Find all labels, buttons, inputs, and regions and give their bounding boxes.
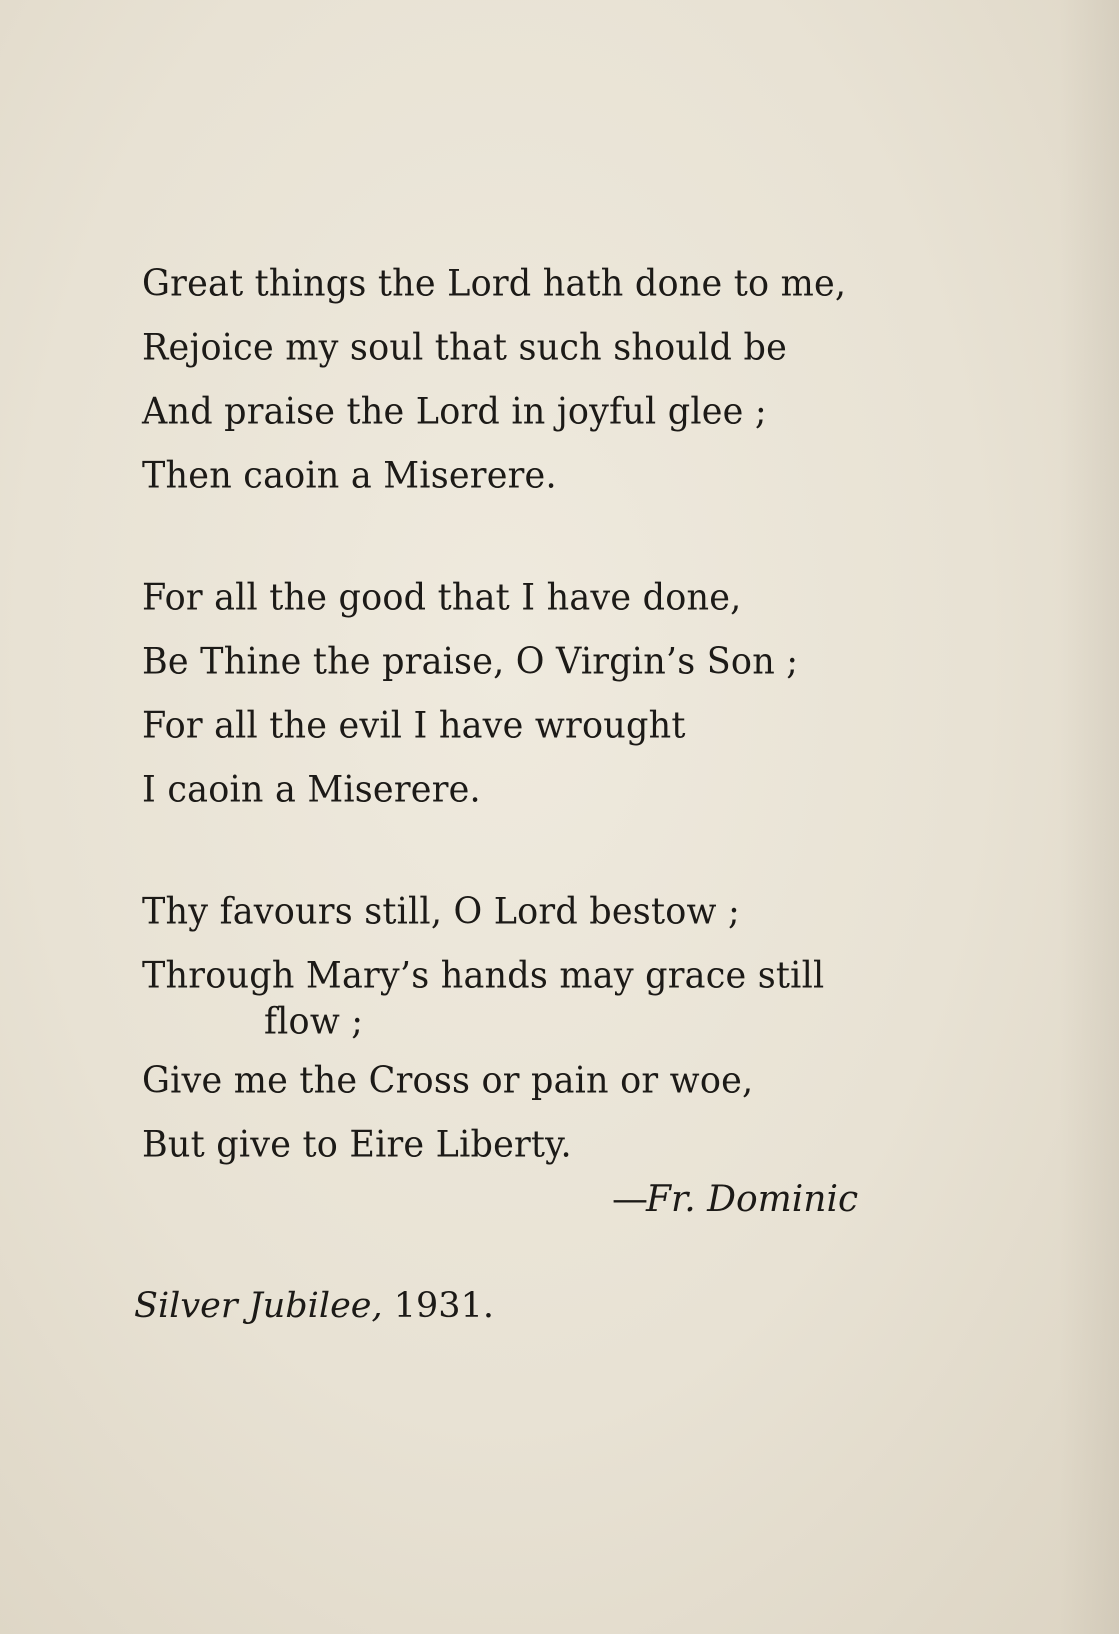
poem-line: Rejoice my soul that such should be: [142, 327, 787, 369]
poem-line: Thy favours still, O Lord bestow ;: [142, 891, 740, 933]
occasion-name: Silver Jubilee,: [134, 1286, 383, 1326]
page-edge-shadow: [1059, 0, 1119, 1634]
poem-line: Great things the Lord hath done to me,: [142, 263, 847, 305]
stanza-1: [142, 252, 1042, 508]
stanza-3: [142, 880, 1042, 1177]
poem-line: Through Mary’s hands may grace still: [142, 955, 825, 997]
poem-line: Be Thine the praise, O Virgin’s Son ;: [142, 641, 799, 683]
poem-line: But give to Eire Liberty.: [142, 1124, 572, 1166]
poem-line: For all the good that I have done,: [142, 577, 742, 619]
author-name: Fr. Dominic: [646, 1179, 859, 1220]
signature-dash: —: [612, 1179, 646, 1220]
stanza-2: [142, 566, 1042, 822]
poem-line: For all the evil I have wrought: [142, 705, 686, 747]
poem-line-continuation: flow ;: [264, 1001, 364, 1043]
author-signature: [612, 1172, 858, 1228]
poem: [142, 252, 1042, 1235]
occasion-line: [134, 1278, 494, 1334]
occasion-year: 1931.: [393, 1286, 494, 1326]
poem-line: Give me the Cross or pain or woe,: [142, 1060, 754, 1102]
poem-line: And praise the Lord in joyful glee ;: [142, 391, 767, 433]
poem-line: I caoin a Miserere.: [142, 769, 481, 811]
poem-line: Then caoin a Miserere.: [142, 455, 557, 497]
